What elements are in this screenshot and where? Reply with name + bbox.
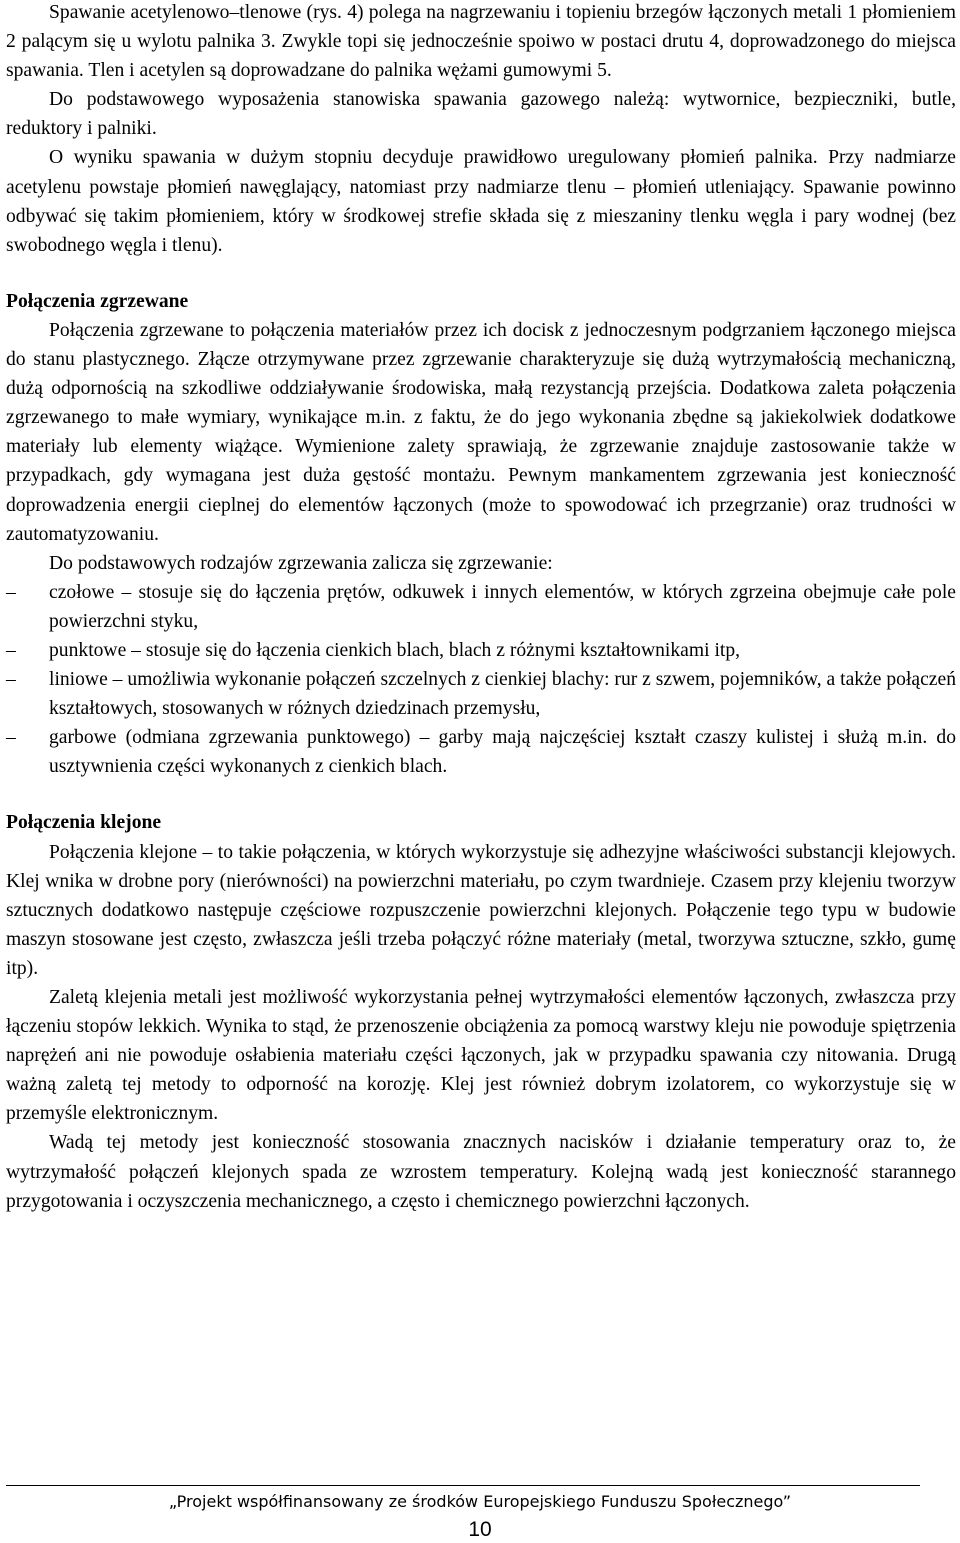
zgrzewane-paragraph-1: Połączenia zgrzewane to połączenia materiałów przez ich docisk z jednoczesnym podgrzaniem łączonego miejsca do stanu plastycznego. Złącze otrzymywane przez zgrzewanie charakteryzuje się dużą wytrzymałością mechaniczną, dużą odpornością na szkodliwe oddziaływanie środowiska, małą rezystancją przejścia. Dodatkowa zaleta połączenia zgrzewanego to małe wymiary, wynikające m.in. z faktu, że do jego wykonania zbędne są jakiekolwiek dodatkowe materiały lub elementy wiążące. Wymienione zalety sprawiają, że zgrzewanie znajduje zastosowanie także w przypadkach, gdy wymagana jest duża gęstość montażu. Pewnym mankamentem zgrzewania jest konieczność doprowadzenia energii cieplnej do elementów łączonych (może to spowodować ich przegrzanie) oraz trudności w zautomatyzowaniu. <box>6 319 956 545</box>
dash-bullet: – <box>6 581 16 603</box>
intro-paragraph-equipment: Do podstawowego wyposażenia stanowiska spawania gazowego należą: wytwornice, bezpieczniki, butle, reduktory i palniki. <box>6 89 956 140</box>
heading-zgrzewane: Połączenia zgrzewane <box>6 290 189 312</box>
intro-paragraph-gas-welding: Spawanie acetylenowo–tlenowe (rys. 4) polega na nagrzewaniu i topieniu brzegów łączonych metali 1 płomieniem 2 palącym się u wylotu palnika 3. Zwykle topi się jednocześnie spoiwo w postaci drutu 4, doprowadzonego do miejsca spawania. Tlen i acetylen są doprowadzane do palnika wężami gumowymi 5. <box>6 2 956 82</box>
klejone-paragraph-1: Połączenia klejone – to takie połączenia, w których wykorzystuje się adhezyjne właściwości substancji klejowych. Klej wnika w drobne pory (nierówności) na powierzchni materiału, po czym twardnieje. Czasem przy klejeniu tworzyw sztucznych dodatkowo następuje częściowe rozpuszczenie powierzchni klejonych. Połączenie tego typu w budowie maszyn stosowane jest często, zwłaszcza jeśli trzeba połączyć różne materiały (metal, tworzywa sztuczne, szkło, gumę itp). <box>6 841 956 979</box>
list-item <box>6 578 956 636</box>
klejone-paragraph-2: Zaletą klejenia metali jest możliwość wykorzystania pełnej wytrzymałości elementów łączonych, zwłaszcza przy łączeniu stopów lekkich. Wynika to stąd, że przenoszenie obciążenia za pomocą warstwy kleju nie powoduje spiętrzenia naprężeń ani nie powoduje osłabienia materiału części łączonych, jak w przypadku spawania czy nitowania. Drugą ważną zaletą tej metody to odporność na korozję. Klej jest również dobrym izolatorem, co wykorzystuje się w przemyśle elektronicznym. <box>6 987 956 1125</box>
list-item <box>6 665 956 723</box>
list-item-text: czołowe – stosuje się do łączenia prętów, odkuwek i innych elementów, w których zgrzeina obejmuje całe pole powierzchni styku, <box>49 581 956 632</box>
page-number: 10 <box>468 1518 492 1541</box>
section-spacer <box>6 260 956 287</box>
footer-funding-note: „Projekt współfinansowany ze środków Europejskiego Funduszu Społecznego” <box>168 1492 792 1511</box>
heading-klejone: Połączenia klejone <box>6 812 162 834</box>
welding-types-list <box>6 578 956 782</box>
zgrzewane-paragraph-2: Do podstawowych rodzajów zgrzewania zalicza się zgrzewanie: <box>49 552 553 574</box>
list-item-text: punktowe – stosuje się do łączenia cienkich blach, blach z różnymi kształtownikami itp, <box>49 639 741 661</box>
dash-bullet: – <box>6 669 16 691</box>
list-item <box>6 636 956 665</box>
list-item-text: liniowe – umożliwia wykonanie połączeń szczelnych z cienkiej blachy: rur z szwem, pojemników, a także połączeń kształtowych, stosowanych w różnych dziedzinach przemysłu, <box>49 669 956 720</box>
klejone-paragraph-3: Wadą tej metody jest konieczność stosowania znacznych nacisków i działanie temperatury oraz to, że wytrzymałość połączeń klejonych spada ze wzrostem temperatury. Kolejną wadą jest konieczność starannego przygotowania i oczyszczenia mechanicznego, a często i chemicznego powierzchni łączonych. <box>6 1132 956 1212</box>
intro-paragraph-flame: O wyniku spawania w dużym stopniu decyduje prawidłowo uregulowany płomień palnika. Przy nadmiarze acetylenu powstaje płomień nawęglający, natomiast przy nadmiarze tlenu – płomień utleniający. Spawanie powinno odbywać się takim płomieniem, który w środkowej strefie składa się z mieszaniny tlenku węgla i pary wodnej (bez swobodnego węgla i tlenu). <box>6 147 956 256</box>
section-spacer <box>6 781 956 808</box>
footer-divider <box>6 1485 920 1486</box>
dash-bullet: – <box>6 727 16 749</box>
list-item <box>6 723 956 781</box>
document-page <box>6 0 956 1216</box>
dash-bullet: – <box>6 639 16 661</box>
list-item-text: garbowe (odmiana zgrzewania punktowego) – garby mają najczęściej kształt czaszy kulistej i służą m.in. do usztywnienia części wykonanych z cienkich blach. <box>49 727 956 778</box>
